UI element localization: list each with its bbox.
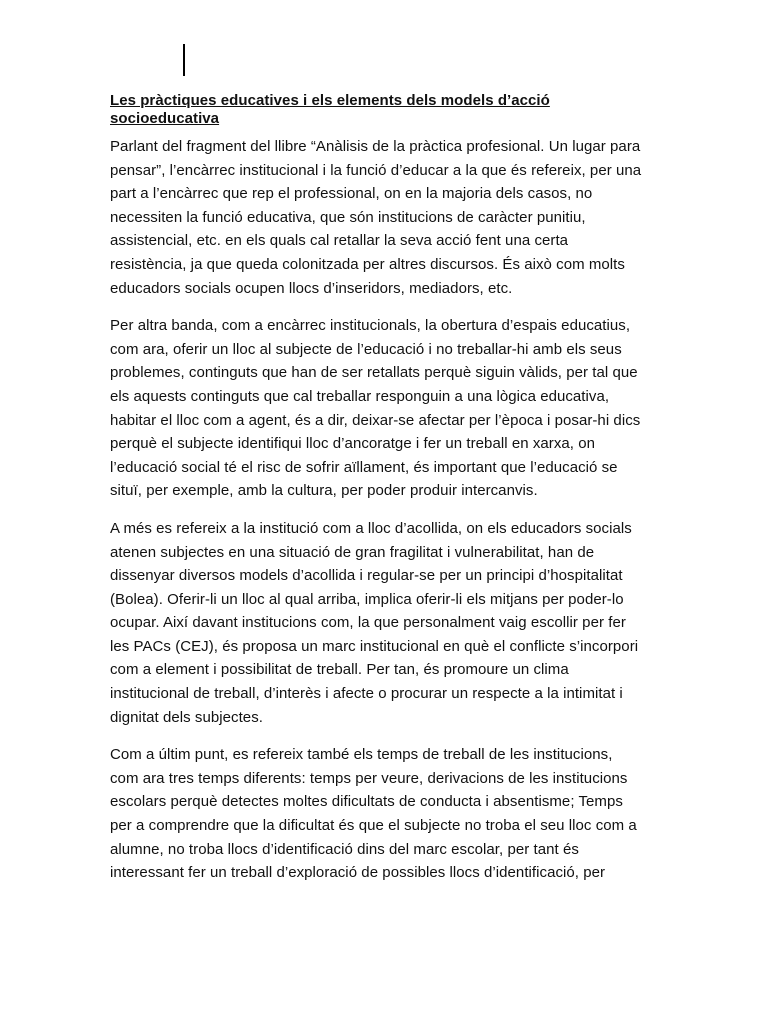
- text-line: els aquests continguts que cal treballar responguin a una lògica educativa,: [110, 387, 610, 405]
- text-line: perquè el subjecte identifiqui lloc d’ancoratge i fer un treball en xarxa, on: [110, 435, 595, 453]
- text-line: institucional de treball, d’interès i afecte o procurar un respecte a la intimitat i: [110, 685, 623, 703]
- text-line: com ara, oferir un lloc al subjecte de l’educació i no treballar-hi amb els seus: [110, 340, 622, 358]
- text-line: alumne, no troba llocs d’identificació dins del marc escolar, per tant és: [110, 840, 579, 858]
- text-line: escolars perquè detectes moltes dificultats de conducta i absentisme; Temps: [110, 793, 623, 811]
- text-line: Com a últim punt, es refereix també els temps de treball de les institucions,: [110, 746, 613, 764]
- text-line: educadors socials ocupen llocs d’inseridors, mediadors, etc.: [110, 279, 513, 297]
- text-line: l’educació social té el risc de sofrir aïllament, és important que l’educació se: [110, 458, 618, 476]
- document-body: [110, 92, 670, 899]
- heading-line: Les pràctiques educatives i els elements dels models d’acció: [110, 92, 550, 109]
- text-line: habitar el lloc com a agent, és a dir, deixar-se afectar per l’època i posar-hi dics: [110, 411, 641, 429]
- text-line: atenen subjectes en una situació de gran fragilitat i vulnerabilitat, han de: [110, 543, 595, 561]
- heading-line: socioeducativa: [110, 110, 220, 127]
- text-line: ocupar. Així davant institucions com, la que personalment vaig escollir per fer: [110, 614, 626, 632]
- text-line: Parlant del fragment del llibre “Anàlisis de la pràctica profesional. Un lugar para: [110, 138, 641, 155]
- paragraph-2: [110, 314, 670, 503]
- text-line: interessant fer un treball d’exploració de possibles llocs d’identificació, per: [110, 864, 606, 882]
- text-line: pensar”, l’encàrrec institucional i la funció d’educar a la que és refereix, per una: [110, 161, 642, 179]
- text-line: per a comprendre que la dificultat és que el subjecte no troba el seu lloc com a: [110, 817, 637, 835]
- text-line: com a element i possibilitat de treball. Per tan, és promoure un clima: [110, 661, 569, 679]
- paragraph-1: [110, 135, 670, 300]
- paragraph-4: [110, 743, 670, 885]
- text-line: A més es refereix a la institució com a lloc d’acollida, on els educadors socials: [110, 519, 632, 537]
- text-line: problemes, continguts que han de ser retallats perquè siguin vàlids, per tal que: [110, 364, 638, 382]
- text-line: necessiten la funció educativa, que són institucions de caràcter punitiu,: [110, 208, 586, 226]
- text-line: assistencial, etc. en els quals cal retallar la seva acció fent una certa: [110, 232, 569, 250]
- text-line: Per altra banda, com a encàrrec institucionals, la obertura d’espais educatius,: [110, 317, 631, 335]
- text-cursor: [183, 44, 185, 76]
- text-line: situï, per exemple, amb la cultura, per poder produir intercanvis.: [110, 482, 538, 500]
- paragraph-3: [110, 517, 670, 729]
- text-line: part a l’encàrrec que rep el professional, on en la majoria dels casos, no: [110, 185, 593, 203]
- text-line: (Bolea). Oferir-li un lloc al qual arriba, implica oferir-li els mitjans per poder-lo: [110, 590, 624, 608]
- document-heading: [110, 92, 670, 128]
- text-line: dignitat dels subjectes.: [110, 708, 263, 726]
- text-line: com ara tres temps diferents: temps per veure, derivacions de les institucions: [110, 769, 628, 787]
- text-line: les PACs (CEJ), és proposa un marc institucional en què el conflicte s’incorpori: [110, 637, 639, 655]
- text-line: dissenyar diversos models d’acollida i regular-se per un principi d’hospitalitat: [110, 567, 623, 585]
- text-line: resistència, ja que queda colonitzada per altres discursos. És això com molts: [110, 255, 625, 273]
